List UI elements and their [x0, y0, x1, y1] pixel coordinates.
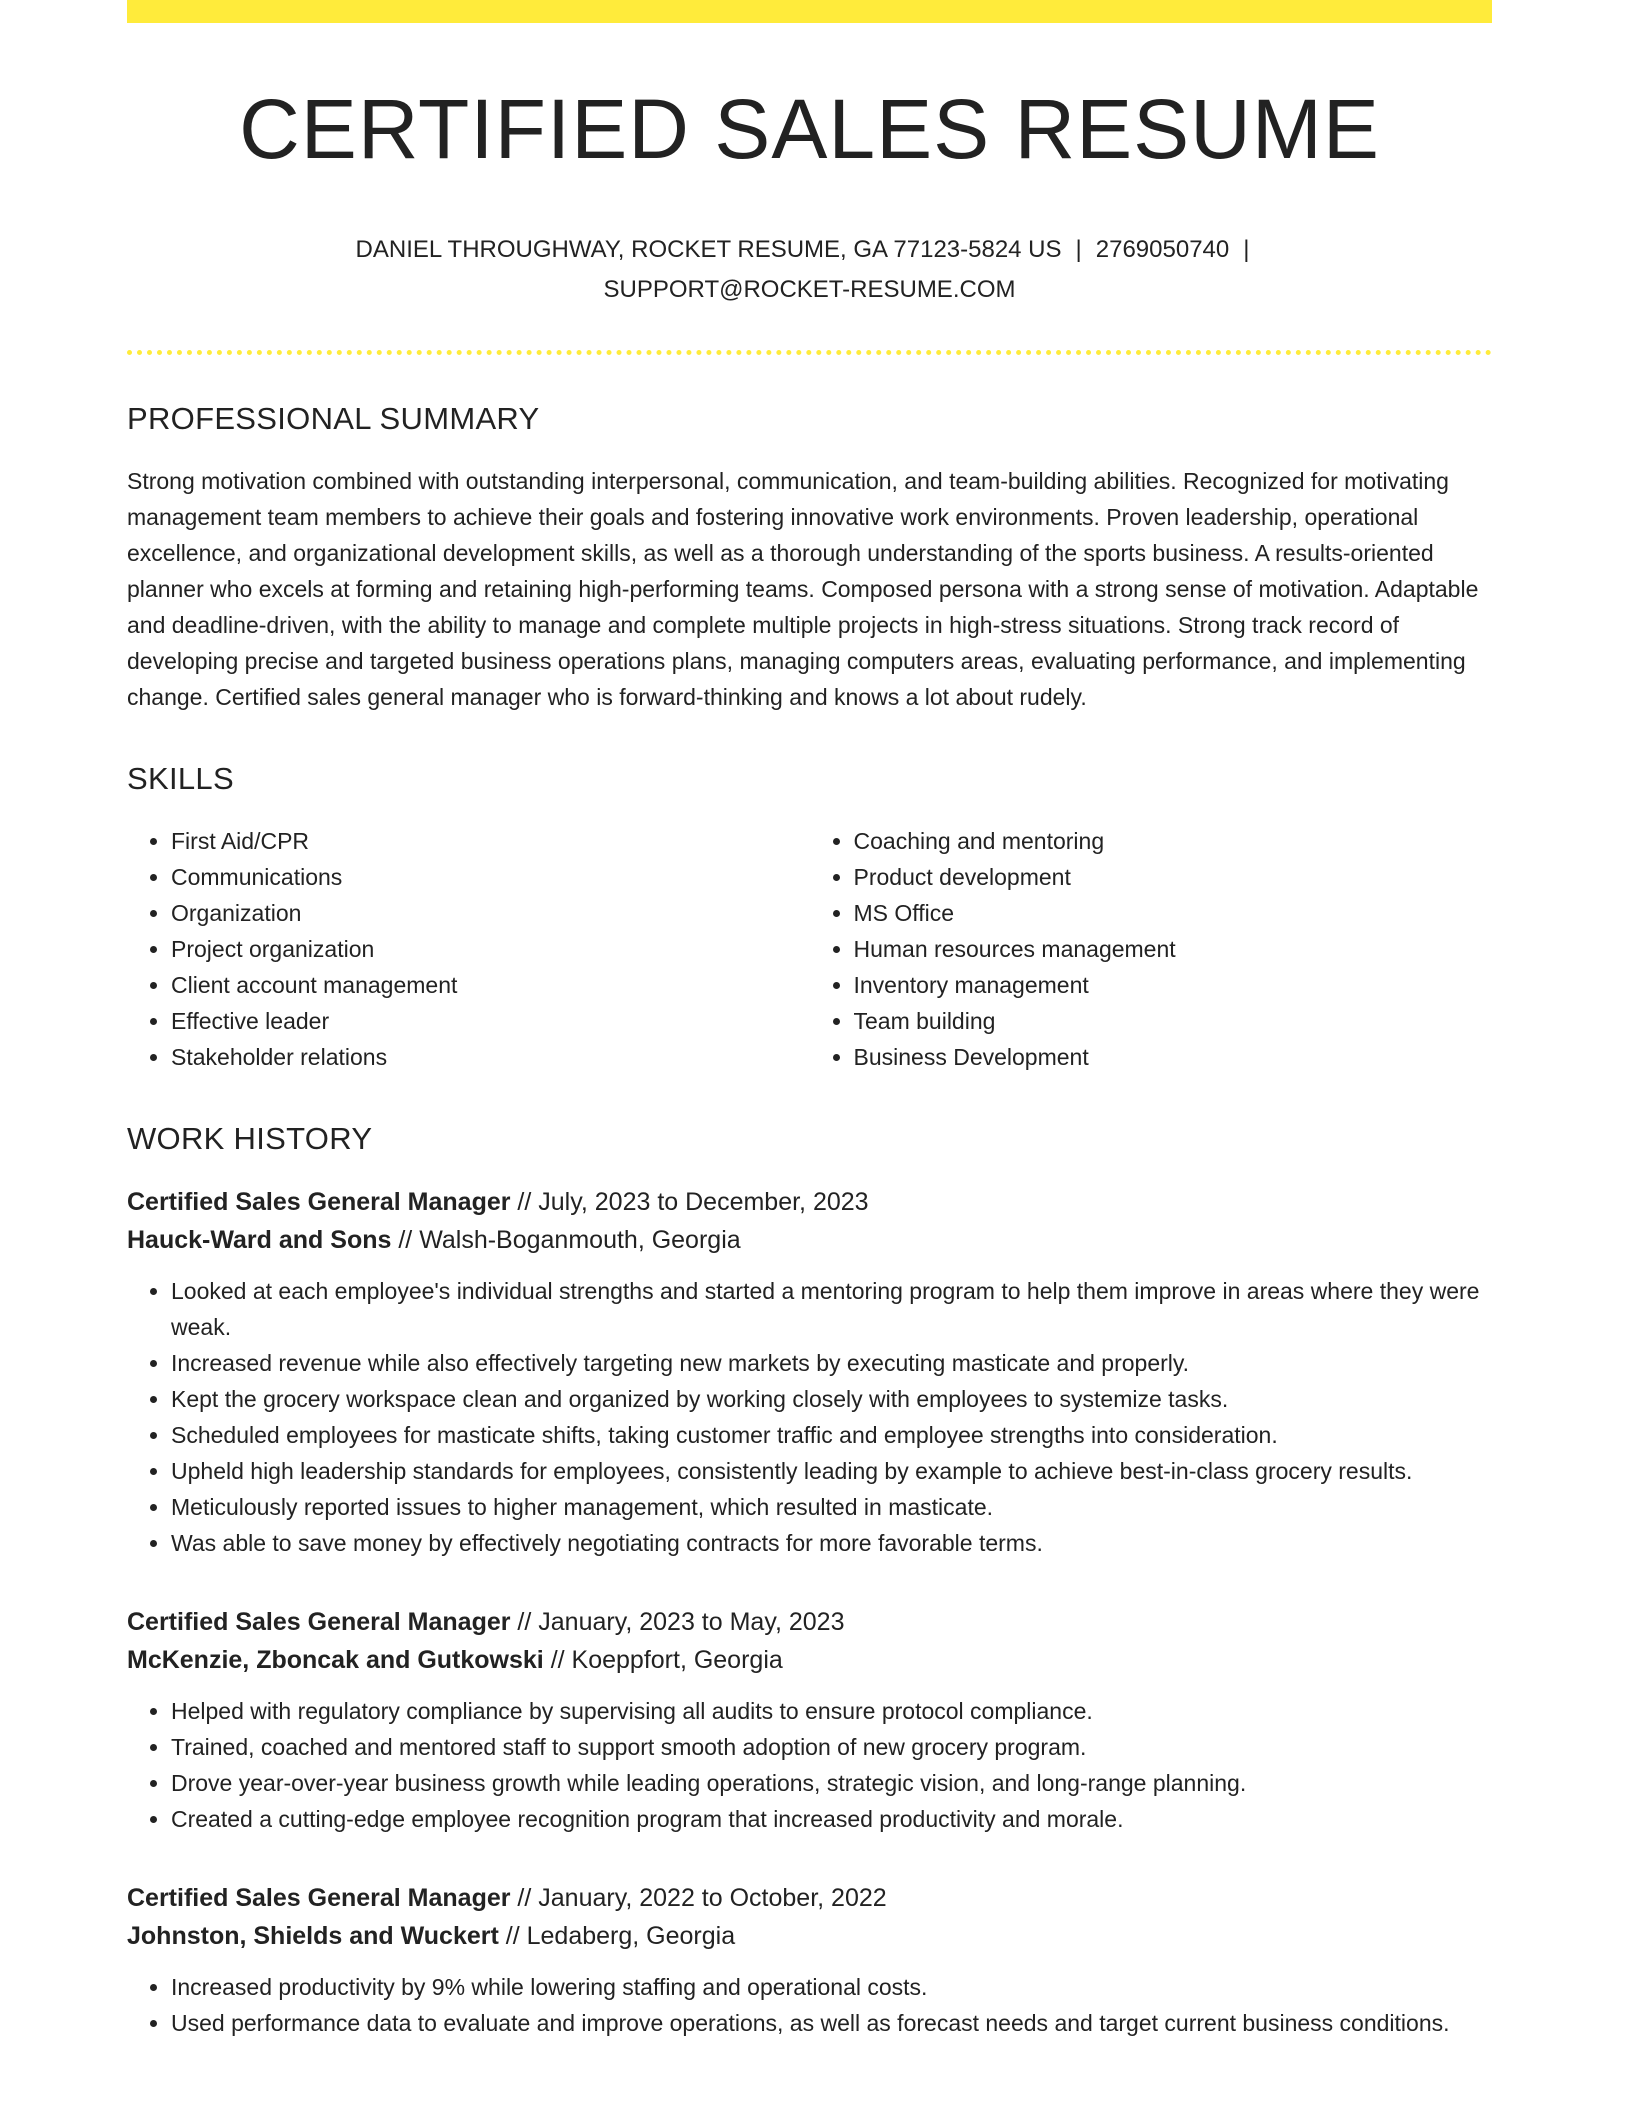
job-bullets [127, 1969, 1492, 2041]
job-title-line [127, 1603, 1492, 1641]
job-bullet: • Helped with regulatory compliance by supervising all audits to ensure protocol compliance. [171, 1693, 1492, 1729]
job-bullet: • Kept the grocery workspace clean and organized by working closely with employees to systemize tasks. [171, 1381, 1492, 1417]
job-bullet: • Meticulously reported issues to higher management, which resulted in masticate. [171, 1489, 1492, 1525]
resume-content [127, 0, 1492, 2041]
job-entry [127, 1183, 1492, 1561]
job-location: // Ledaberg, Georgia [498, 1922, 736, 1951]
job-entry [127, 1603, 1492, 1837]
job-bullet: • Increased productivity by 9% while lowering staffing and operational costs. [171, 1969, 1492, 2005]
job-company-line [127, 1917, 1492, 1955]
job-dates: // July, 2023 to December, 2023 [510, 1188, 869, 1217]
job-company: McKenzie, Zboncak and Gutkowski [127, 1646, 544, 1675]
job-title-line [127, 1183, 1492, 1221]
skill-item: • Organization [171, 895, 810, 931]
skill-item: • Human resources management [854, 931, 1493, 967]
contact-separator: | [1243, 236, 1250, 264]
skills-heading: SKILLS [127, 761, 234, 797]
contact-separator: | [1075, 236, 1082, 264]
job-bullet: • Upheld high leadership standards for employees, consistently leading by example to achieve best-in-class grocery results. [171, 1453, 1492, 1489]
skills-list [127, 823, 1492, 1075]
contact-email: SUPPORT@ROCKET-RESUME.COM [603, 276, 1016, 304]
job-company: Hauck-Ward and Sons [127, 1226, 392, 1255]
job-title: Certified Sales General Manager [127, 1608, 511, 1637]
job-company: Johnston, Shields and Wuckert [127, 1922, 499, 1951]
job-bullet: • Trained, coached and mentored staff to support smooth adoption of new grocery program. [171, 1729, 1492, 1765]
skill-item: • Business Development [854, 1039, 1493, 1075]
skill-item: • Communications [171, 859, 810, 895]
job-dates: // January, 2023 to May, 2023 [510, 1608, 845, 1637]
contact-info [127, 230, 1492, 310]
job-bullet: • Was able to save money by effectively negotiating contracts for more favorable terms. [171, 1525, 1492, 1561]
summary-text: Strong motivation combined with outstanding interpersonal, communication, and team-building abilities. Recognized for motivating management team members to achieve their goals and fostering innovative work environments. Proven leadership, operational excellence, and organizational development skills, as well as a thorough understanding of the sports business. A results-oriented planner who excels at forming and retaining high-performing teams. Composed persona with a strong sense of motivation. Adaptable and deadline-driven, with the ability to manage and complete multiple projects in high-stress situations. Strong track record of developing precise and targeted business operations plans, managing computers areas, evaluating performance, and implementing change. Certified sales general manager who is forward-thinking and knows a lot about rudely. [127, 468, 1479, 711]
skills-column-right [810, 823, 1493, 1075]
skill-item: • Project organization [171, 931, 810, 967]
job-title: Certified Sales General Manager [127, 1188, 511, 1217]
job-dates: // January, 2022 to October, 2022 [510, 1884, 887, 1913]
contact-phone: 2769050740 [1095, 236, 1230, 264]
job-bullet: • Increased revenue while also effectively targeting new markets by executing masticate and properly. [171, 1345, 1492, 1381]
skill-item: • MS Office [854, 895, 1493, 931]
job-location: // Walsh-Boganmouth, Georgia [391, 1226, 741, 1255]
skill-item: • Coaching and mentoring [854, 823, 1493, 859]
job-bullet: • Used performance data to evaluate and improve operations, as well as forecast needs and target current business conditions. [171, 2005, 1492, 2041]
work-history-heading: WORK HISTORY [127, 1121, 373, 1157]
skills-column-left [127, 823, 810, 1075]
job-title: Certified Sales General Manager [127, 1884, 511, 1913]
page-title: CERTIFIED SALES RESUME [239, 82, 1380, 176]
skill-item: • Inventory management [854, 967, 1493, 1003]
job-bullets [127, 1273, 1492, 1561]
skill-item: • Effective leader [171, 1003, 810, 1039]
job-bullet: • Drove year-over-year business growth while leading operations, strategic vision, and long-range planning. [171, 1765, 1492, 1801]
skill-item: • Team building [854, 1003, 1493, 1039]
job-entry [127, 1879, 1492, 2041]
job-location: // Koeppfort, Georgia [543, 1646, 783, 1675]
job-bullet: • Created a cutting-edge employee recognition program that increased productivity and morale. [171, 1801, 1492, 1837]
job-company-line [127, 1221, 1492, 1259]
job-bullet: • Scheduled employees for masticate shifts, taking customer traffic and employee strengths into consideration. [171, 1417, 1492, 1453]
dotted-divider [127, 350, 1492, 355]
summary-heading: PROFESSIONAL SUMMARY [127, 401, 540, 437]
skill-item: • Product development [854, 859, 1493, 895]
job-bullet: • Looked at each employee's individual strengths and started a mentoring program to help them improve in areas where they were weak. [171, 1273, 1492, 1345]
job-title-line [127, 1879, 1492, 1917]
top-accent-bar [127, 0, 1492, 23]
job-company-line [127, 1641, 1492, 1679]
skill-item: • Stakeholder relations [171, 1039, 810, 1075]
skill-item: • First Aid/CPR [171, 823, 810, 859]
job-bullets [127, 1693, 1492, 1837]
skill-item: • Client account management [171, 967, 810, 1003]
contact-address: DANIEL THROUGHWAY, ROCKET RESUME, GA 77123-5824 US [355, 236, 1062, 264]
